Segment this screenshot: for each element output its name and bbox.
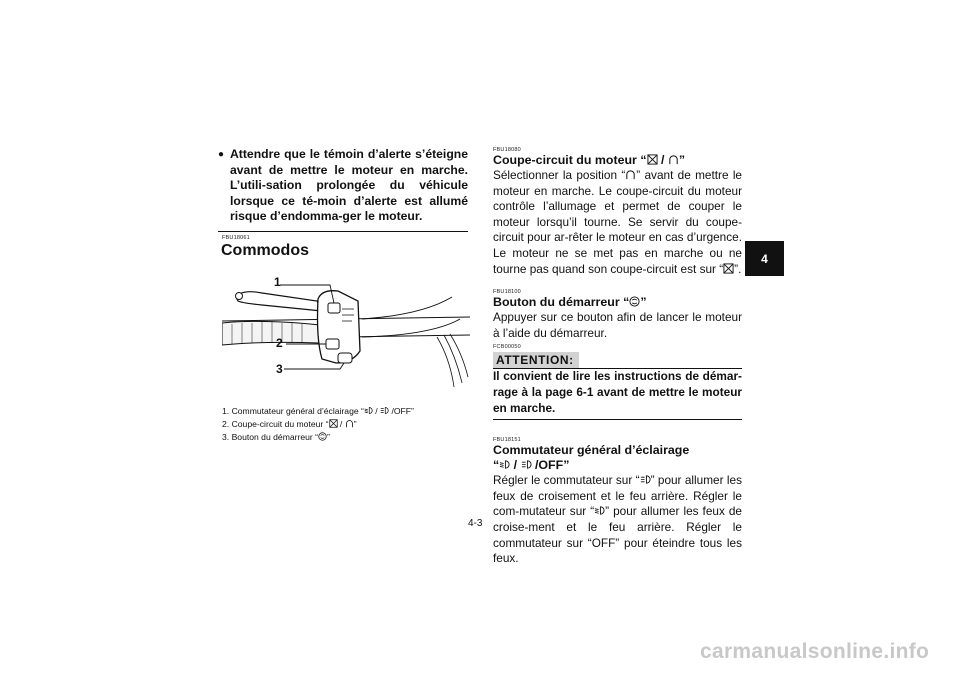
engine-stop-title: Coupe-circuit du moteur “ / ”: [493, 153, 686, 167]
start-button-title: Bouton du démarreur “ ”: [493, 295, 647, 310]
low-beam-icon: [364, 406, 373, 415]
right-column: [493, 147, 742, 567]
warning-rule: [218, 231, 468, 232]
watermark: carmanualsonline.info: [700, 640, 930, 663]
attention-rule: [493, 419, 742, 420]
chapter-tab: 4: [745, 241, 784, 276]
low-beam-icon: [499, 459, 510, 470]
caption-2: 2. Coupe-circuit du moteur “ / ”: [222, 419, 357, 429]
engine-run-icon: [625, 169, 636, 180]
engine-run-icon: [668, 154, 679, 165]
engine-stop-text: Sélectionner la position “ ” avant de mettre le moteur en marche. Le coupe-circuit du moteur contrôle l’allumage et permet de couper le moteur lorsqu’il tourne. Se servir du coupe-circuit pour ar-rêter le moteur en cas d’urgence. Le moteur ne se met pas en marche ou ne tourne pas quand son coupe-circuit est sur “ ”.: [493, 168, 742, 276]
engine-stop-icon: [647, 154, 658, 165]
page-number: 4-3: [468, 518, 483, 529]
section-code: FBU18061: [222, 235, 250, 241]
figure-captions: [222, 405, 472, 444]
high-beam-icon: [640, 474, 651, 485]
engine-stop-icon: [723, 263, 734, 274]
handlebar-figure: [222, 275, 470, 389]
caption-1: 1. Commutateur général d’éclairage “ / /OFF”: [222, 406, 414, 416]
light-switch-code: FBU18151: [493, 437, 521, 444]
high-beam-icon: [521, 459, 532, 470]
start-button-icon: [318, 432, 327, 441]
handlebar-illustration: [222, 279, 470, 389]
attention-code: FCB00050: [493, 344, 521, 351]
attention-header: [493, 352, 742, 369]
warning-block: [218, 147, 468, 232]
light-switch-title-line2: “ / /OFF”: [493, 458, 570, 473]
start-button-text: Appuyer sur ce bouton afin de lancer le moteur à l’aide du démarreur.: [493, 310, 742, 340]
engine-stop-code: FBU18080: [493, 147, 521, 153]
start-button-icon: [629, 296, 640, 307]
engine-run-icon: [345, 419, 354, 428]
section-title: Commodos: [221, 242, 309, 259]
low-beam-icon: [594, 505, 605, 516]
start-button-code: FBU18100: [493, 289, 521, 296]
light-switch-text: Régler le commutateur sur “ ” pour allumer les feux de croisement et le feu arrière. Régler le com-mutateur sur “ ” pour allumer les feux de croise-ment et le feu arrière. Régler le commutateur sur “OFF” pour éteindre tous les feux.: [493, 473, 742, 566]
engine-stop-icon: [329, 419, 338, 428]
attention-badge: ATTENTION:: [493, 352, 579, 369]
caption-3: 3. Bouton du démarreur “ ”: [222, 432, 330, 442]
callout-1: 1: [274, 275, 281, 289]
high-beam-icon: [380, 406, 389, 415]
callout-2: 2: [276, 336, 283, 350]
warning-text: ● Attendre que le témoin d’alerte s’éteigne avant de mettre le moteur en marche. L’utili-sation prolongée du véhicule lorsque ce té-moin d’alerte est allumé risque d’endomma-ger le moteur.: [218, 147, 468, 225]
light-switch-title: Commutateur général d’éclairage: [493, 443, 690, 458]
attention-text: Il convient de lire les instructions de démar-rage à la page 6-1 avant de mettre le moteur en marche.: [493, 369, 742, 415]
callout-3: 3: [276, 362, 283, 376]
